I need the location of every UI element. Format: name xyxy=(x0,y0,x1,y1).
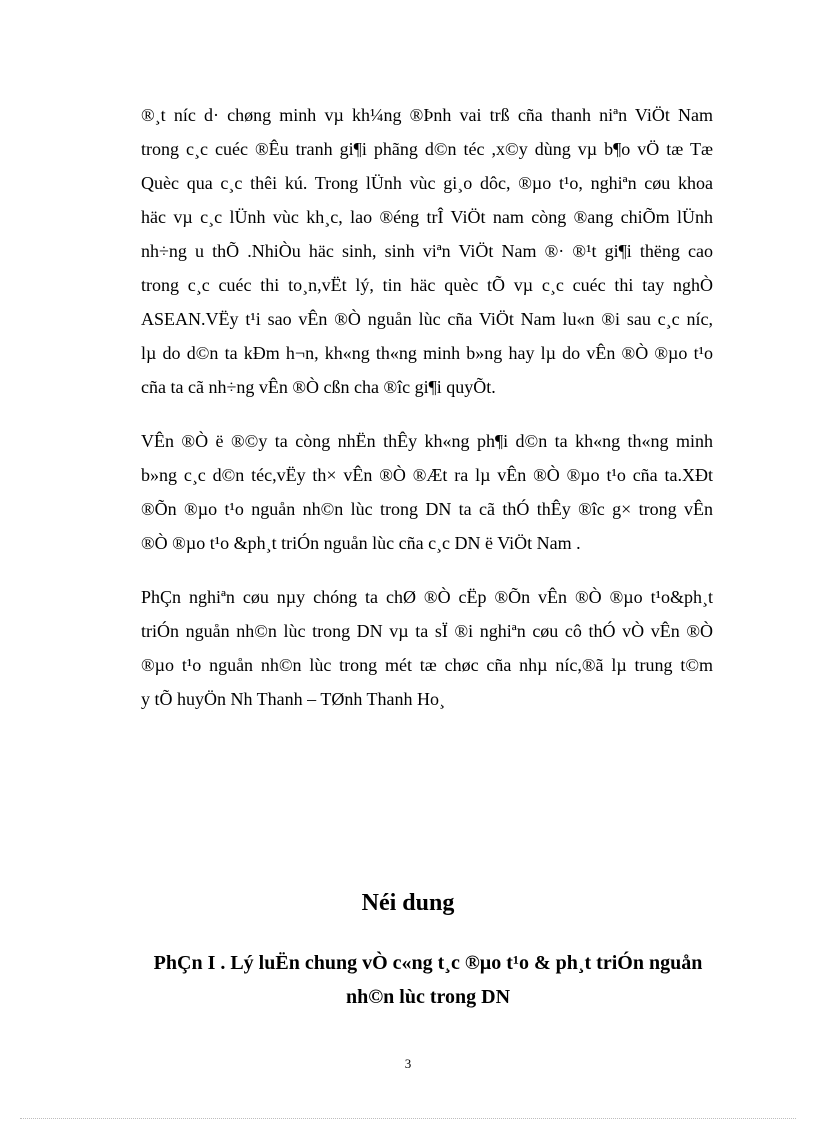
text-line: lµ do d©n ta kÐm h¬n, kh«ng th«ng minh b»ng hay lµ do vÊn ®Ò ®µo t¹o xyxy=(141,343,713,363)
text-line: trong c¸c cuéc thi to¸n,vËt lý, tin häc quèc tÕ vµ c¸c cuéc thi tay nghÒ xyxy=(141,275,713,295)
text-line: ASEAN.VËy t¹i sao vÊn ®Ò nguån lùc cña ViÖt Nam lu«n ®i sau c¸c níc, xyxy=(141,309,713,329)
text-line: ®Ò ®µo t¹o &ph¸t triÓn nguån lùc cña c¸c DN ë ViÖt Nam . xyxy=(141,533,581,553)
text-line: häc vµ c¸c lÜnh vùc kh¸c, lao ®éng trÎ ViÖt nam còng ®ang chiÕm lÜnh xyxy=(141,207,713,227)
text-line: cña ta cã nh÷ng vÊn ®Ò cßn cha ®îc gi¶i quyÕt. xyxy=(141,377,496,397)
chapter-title xyxy=(130,946,726,1014)
text-line: nh÷ng u thÕ .NhiÒu häc sinh, sinh viªn ViÖt Nam ®· ®¹t gi¶i thëng cao xyxy=(141,241,713,261)
text-line: ®Õn ®µo t¹o nguån nh©n lùc trong DN ta cã thÓ thÊy ®îc g× trong vÊn xyxy=(141,499,713,519)
text-line: ®µo t¹o nguån nh©n lùc trong mét tæ chøc cña nhµ níc,®ã lµ trung t©m xyxy=(141,655,713,675)
chapter-title-line: PhÇn I . Lý luËn chung vÒ c«ng t¸c ®µo t¹o & ph¸t triÓn nguån xyxy=(153,952,703,974)
section-heading: Néi dung xyxy=(361,890,455,916)
paragraph-scope xyxy=(141,580,713,716)
text-line: triÓn nguån nh©n lùc trong DN vµ ta sÏ ®i nghiªn cøu cô thÓ vÒ vÊn ®Ò xyxy=(141,621,713,641)
paragraph-intro xyxy=(141,98,713,404)
text-line: PhÇn nghiªn cøu nµy chóng ta chØ ®Ò cËp ®Õn vÊn ®Ò ®µo t¹o&ph¸t xyxy=(141,587,713,607)
text-line: y tÕ huyÖn Nh Thanh – TØnh Thanh Ho¸ xyxy=(141,689,445,709)
page-number: 3 xyxy=(404,1056,412,1071)
text-line: trong c¸c cuéc ®Êu tranh gi¶i phãng d©n téc ,x©y dùng vµ b¶o vÖ tæ Tæ xyxy=(141,139,713,159)
text-line: ®¸t níc d· chøng minh vµ kh¼ng ®Þnh vai trß cña thanh niªn ViÖt Nam xyxy=(141,105,713,125)
paragraph-problem xyxy=(141,424,713,560)
text-line: VÊn ®Ò ë ®©y ta còng nhËn thÊy kh«ng ph¶i d©n ta kh«ng th«ng minh xyxy=(141,431,713,451)
text-line: b»ng c¸c d©n téc,vËy th× vÊn ®Ò ®Æt ra lµ vÊn ®Ò ®µo t¹o cña ta.XÐt xyxy=(141,465,713,485)
text-line: Quèc qua c¸c thêi kú. Trong lÜnh vùc gi¸o dôc, ®µo t¹o, nghiªn cøu khoa xyxy=(141,173,713,193)
page-bottom-divider xyxy=(20,1118,796,1119)
chapter-title-line: nh©n lùc trong DN xyxy=(345,986,511,1008)
